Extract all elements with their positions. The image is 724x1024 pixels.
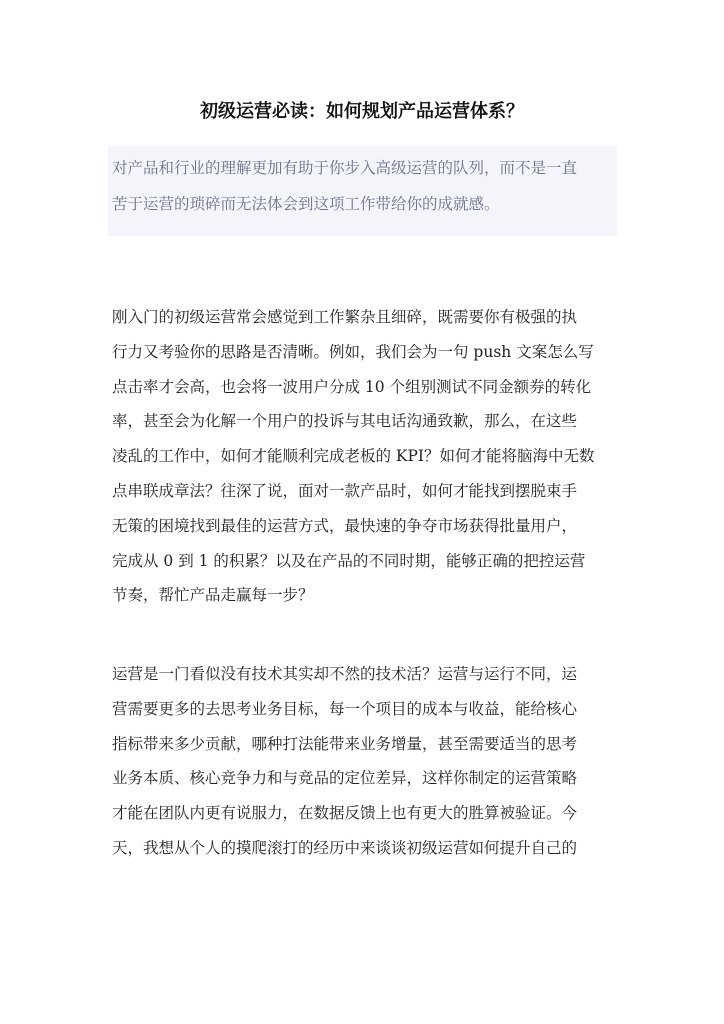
paragraph-line: 完成从 0 到 1 的积累？以及在产品的不同时期，能够正确的把控运营 <box>112 551 586 570</box>
summary-line: 对产品和行业的理解更加有助于你步入高级运营的队列，而不是一直 <box>112 159 578 177</box>
summary-line: 苦于运营的琐碎而无法体会到这项工作带给你的成就感。 <box>112 195 500 213</box>
paragraph-line: 节奏，帮忙产品走赢每一步？ <box>112 586 314 605</box>
paragraph-line: 行力又考验你的思路是否清晰。例如，我们会为一句 push 文案怎么写 <box>112 342 594 361</box>
summary-box <box>108 146 617 236</box>
paragraph-line: 点击率才会高，也会将一波用户分成 10 个组别测试不同金额券的转化 <box>112 377 592 396</box>
paragraph-line: 运营是一门看似没有技术其实却不然的技术活？运营与运行不同，运 <box>112 665 578 683</box>
paragraph-line: 无策的困境找到最佳的运营方式，最快速的争夺市场获得批量用户， <box>112 516 578 535</box>
paragraph-1 <box>112 300 617 613</box>
paragraph-line: 营需要更多的去思考业务目标，每一个项目的成本与收益，能给核心 <box>112 699 578 718</box>
paragraph-line: 点串联成章法？往深了说，面对一款产品时，如何才能找到摆脱束手 <box>112 481 578 500</box>
paragraph-line: 凌乱的工作中，如何才能顺利完成老板的 KPI？如何才能将脑海中无数 <box>112 447 595 466</box>
article-title: 初级运营必读：如何规划产品运营体系？ <box>200 101 524 122</box>
paragraph-line: 才能在团队内更有说服力，在数据反馈上也有更大的胜算被验证。今 <box>112 804 578 823</box>
paragraph-line: 天，我想从个人的摸爬滚打的经历中来谈谈初级运营如何提升自己的 <box>112 838 578 857</box>
paragraph-line: 业务本质、核心竞争力和与竞品的定位差异，这样你制定的运营策略 <box>112 769 578 788</box>
paragraph-2 <box>112 657 617 866</box>
paragraph-line: 刚入门的初级运营常会感觉到工作繁杂且细碎，既需要你有极强的执 <box>112 308 578 326</box>
paragraph-line: 率，甚至会为化解一个用户的投诉与其电话沟通致歉，那么，在这些 <box>112 412 578 431</box>
paragraph-line: 指标带来多少贡献，哪种打法能带来业务增量，甚至需要适当的思考 <box>112 734 578 753</box>
